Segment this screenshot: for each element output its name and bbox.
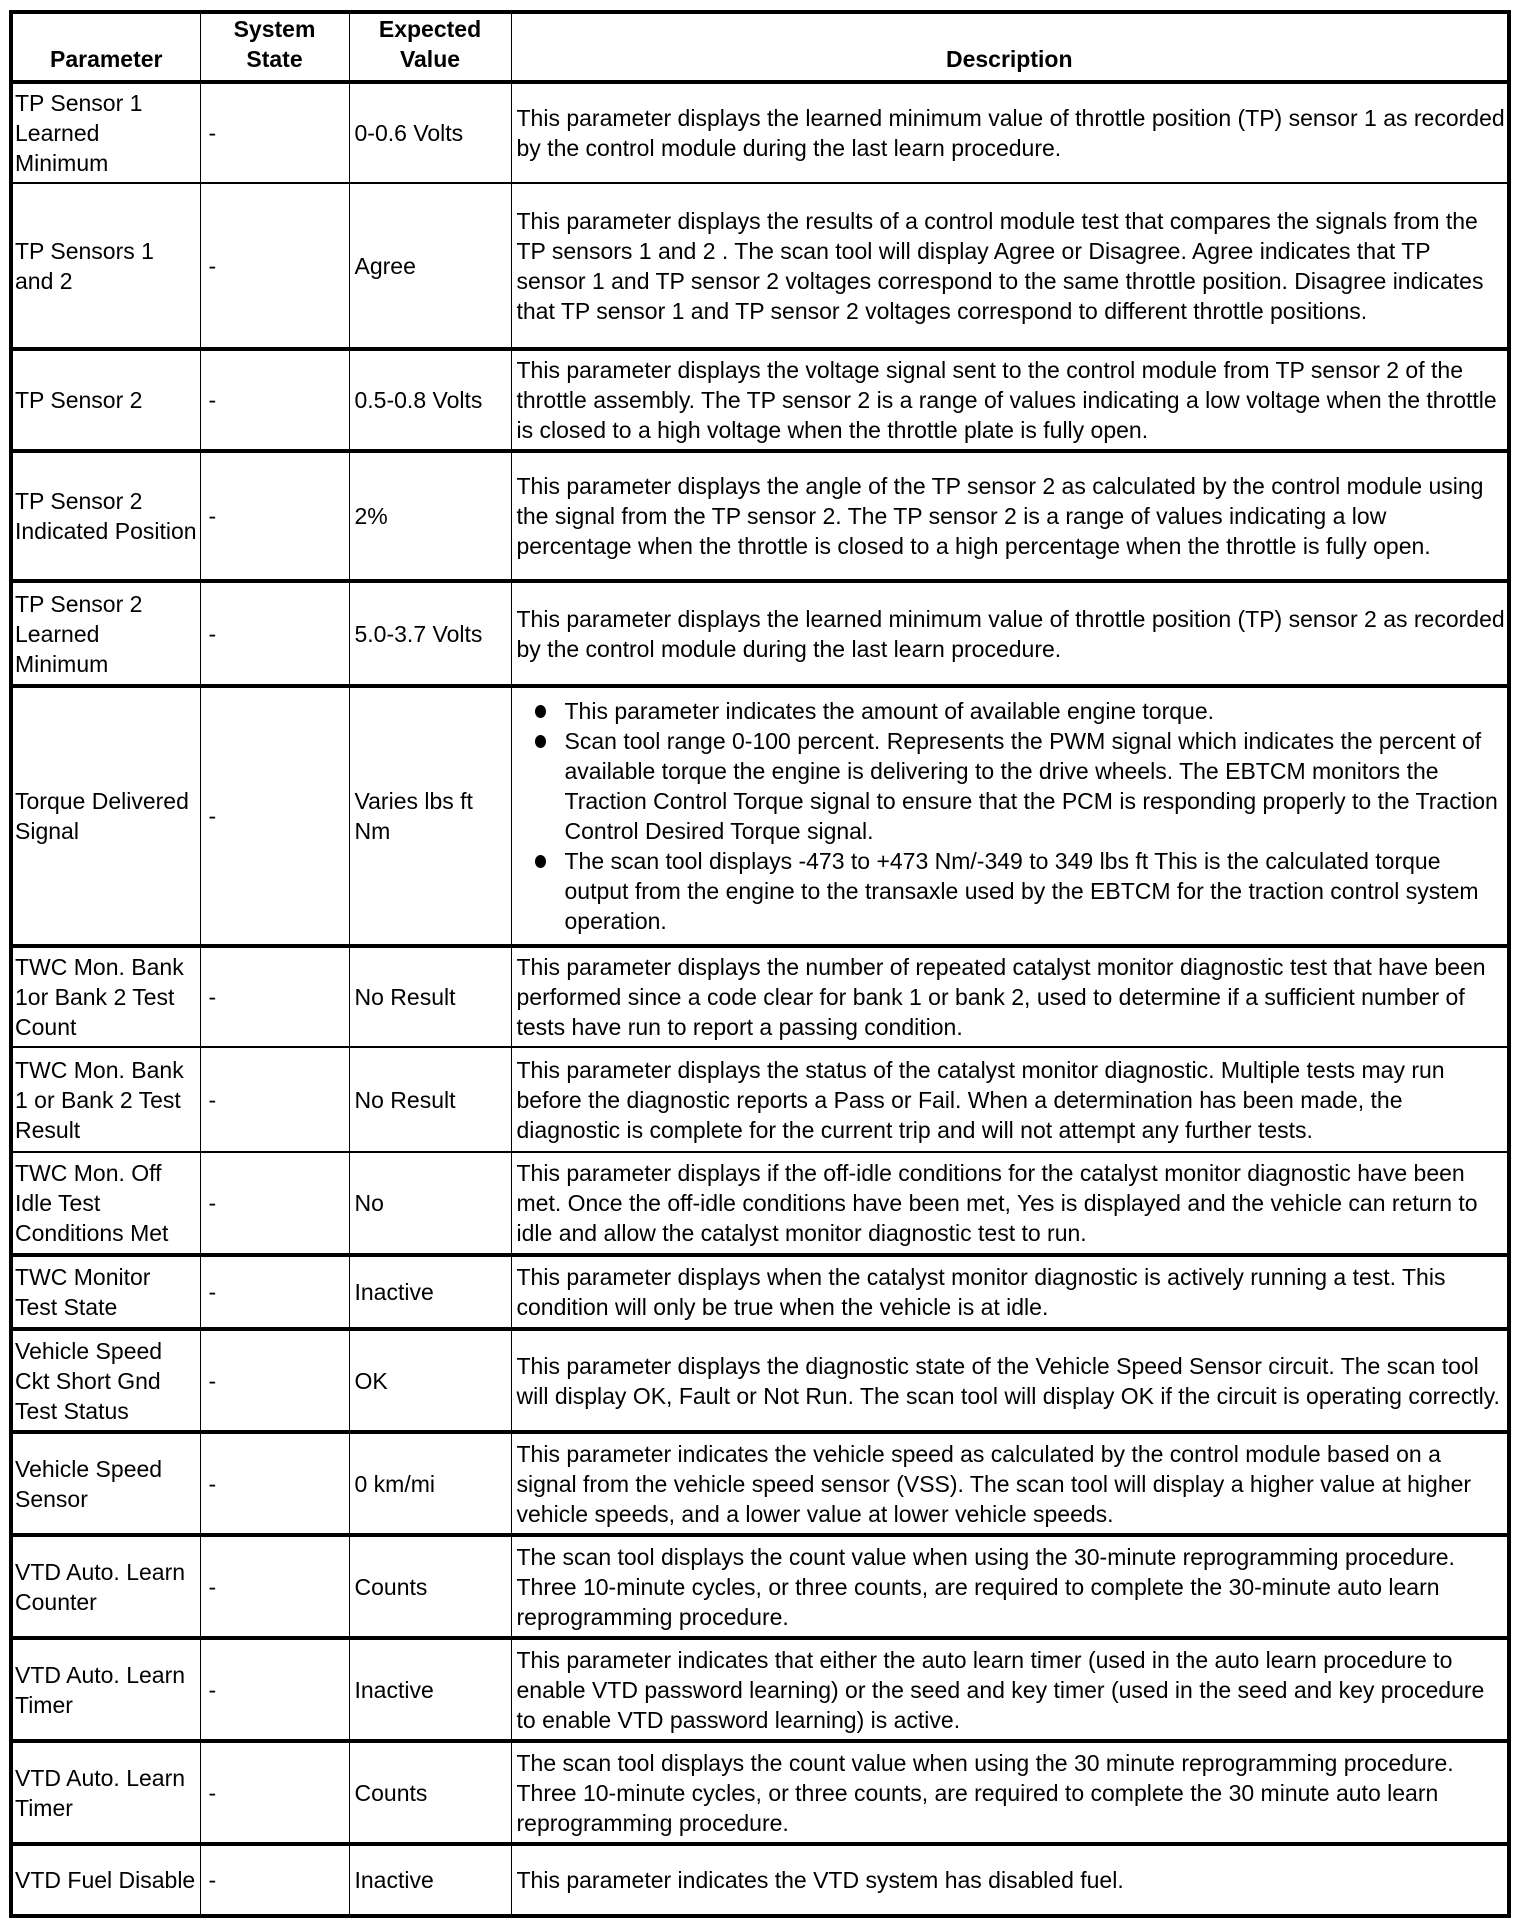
bullet-item xyxy=(517,696,1506,726)
parameter-cell: TP Sensor 2 Indicated Position xyxy=(11,451,200,581)
table-row xyxy=(11,1152,1509,1255)
table-row xyxy=(11,183,1509,349)
header-description: Description xyxy=(511,12,1509,82)
bullet-text: This parameter indicates the amount of available engine torque. xyxy=(564,698,1215,724)
parameter-cell: TP Sensors 1 and 2 xyxy=(11,183,200,349)
header-system-state: System State xyxy=(200,12,349,82)
parameter-cell: TWC Mon. Bank 1 or Bank 2 Test Result xyxy=(11,1047,200,1152)
bullet-text: Scan tool range 0-100 percent. Represents the PWM signal which indicates the percent of available torque the engine is delivering to the drive wheels. The EBTCM monitors the Traction Control Torque signal to ensure that the PCM is responding properly to the Traction Control Desired Torque signal. xyxy=(564,728,1498,844)
expected-value-cell: Inactive xyxy=(349,1638,511,1741)
parameter-table xyxy=(9,10,1511,1918)
parameter-cell: Vehicle Speed Sensor xyxy=(11,1432,200,1535)
header-parameter: Parameter xyxy=(11,12,200,82)
parameter-cell: Vehicle Speed Ckt Short Gnd Test Status xyxy=(11,1329,200,1432)
header-row xyxy=(11,12,1509,82)
parameter-cell: VTD Fuel Disable xyxy=(11,1844,200,1916)
bullet-text: The scan tool displays -473 to +473 Nm/-349 to 349 lbs ft This is the calculated torque output from the engine to the transaxle used by the EBTCM for the traction control system operation. xyxy=(564,848,1479,934)
description-cell: The scan tool displays the count value when using the 30-minute reprogramming procedure. Three 10-minute cycles, or three counts, are required to complete the 30-minute auto learn reprogramming procedure. xyxy=(511,1535,1509,1638)
system-state-cell: - xyxy=(200,1047,349,1152)
expected-value-cell: 0.5-0.8 Volts xyxy=(349,349,511,451)
description-cell: The scan tool displays the count value when using the 30 minute reprogramming procedure. Three 10-minute cycles, or three counts, are required to complete the 30 minute auto learn reprogramming procedure. xyxy=(511,1741,1509,1844)
bullet-icon xyxy=(535,735,546,748)
expected-value-cell: No Result xyxy=(349,1047,511,1152)
bullet-item xyxy=(517,846,1506,936)
table-row xyxy=(11,1638,1509,1741)
expected-value-cell: Varies lbs ft Nm xyxy=(349,686,511,946)
expected-value-cell: 2% xyxy=(349,451,511,581)
parameter-cell: VTD Auto. Learn Counter xyxy=(11,1535,200,1638)
table-row xyxy=(11,1047,1509,1152)
parameter-cell: TWC Mon. Off Idle Test Conditions Met xyxy=(11,1152,200,1255)
expected-value-cell: No xyxy=(349,1152,511,1255)
expected-value-cell: Inactive xyxy=(349,1255,511,1329)
description-cell: This parameter displays the results of a control module test that compares the signals from the TP sensors 1 and 2 . The scan tool will display Agree or Disagree. Agree indicates that TP sensor 1 and TP sensor 2 voltages correspond to the same throttle position. Disagree indicates that TP sensor 1 and TP sensor 2 voltages correspond to different throttle positions. xyxy=(511,183,1509,349)
parameter-cell: TP Sensor 2 xyxy=(11,349,200,451)
system-state-cell: - xyxy=(200,1255,349,1329)
table-row xyxy=(11,581,1509,686)
table-row xyxy=(11,349,1509,451)
system-state-cell: - xyxy=(200,1432,349,1535)
expected-value-cell: 5.0-3.7 Volts xyxy=(349,581,511,686)
description-cell: This parameter displays when the catalyst monitor diagnostic is actively running a test. This condition will only be true when the vehicle is at idle. xyxy=(511,1255,1509,1329)
description-cell: This parameter displays the voltage signal sent to the control module from TP sensor 2 of the throttle assembly. The TP sensor 2 is a range of values indicating a low voltage when the throttle is closed to a high voltage when the throttle plate is fully open. xyxy=(511,349,1509,451)
system-state-cell: - xyxy=(200,686,349,946)
table-row xyxy=(11,1844,1509,1916)
system-state-cell: - xyxy=(200,1152,349,1255)
description-cell: This parameter indicates that either the auto learn timer (used in the auto learn procedure to enable VTD password learning) or the seed and key timer (used in the seed and key procedure to enable VTD password learning) is active. xyxy=(511,1638,1509,1741)
table-row xyxy=(11,82,1509,183)
table-row xyxy=(11,946,1509,1047)
table-row xyxy=(11,1741,1509,1844)
bullet-list xyxy=(517,696,1506,936)
parameter-cell: TP Sensor 1 Learned Minimum xyxy=(11,82,200,183)
expected-value-cell: 0 km/mi xyxy=(349,1432,511,1535)
header-expected-value: Expected Value xyxy=(349,12,511,82)
description-cell: This parameter indicates the VTD system has disabled fuel. xyxy=(511,1844,1509,1916)
system-state-cell: - xyxy=(200,451,349,581)
expected-value-cell: No Result xyxy=(349,946,511,1047)
table-row xyxy=(11,1535,1509,1638)
parameter-cell: TWC Mon. Bank 1or Bank 2 Test Count xyxy=(11,946,200,1047)
bullet-item xyxy=(517,726,1506,846)
description-cell: This parameter displays the learned minimum value of throttle position (TP) sensor 1 as recorded by the control module during the last learn procedure. xyxy=(511,82,1509,183)
table-row xyxy=(11,1432,1509,1535)
description-cell: This parameter displays the number of repeated catalyst monitor diagnostic test that have been performed since a code clear for bank 1 or bank 2, used to determine if a sufficient number of tests have run to report a passing condition. xyxy=(511,946,1509,1047)
description-cell: This parameter displays the angle of the TP sensor 2 as calculated by the control module using the signal from the TP sensor 2. The TP sensor 2 is a range of values indicating a low percentage when the throttle is closed to a high percentage when the throttle is fully open. xyxy=(511,451,1509,581)
description-cell: This parameter displays the status of the catalyst monitor diagnostic. Multiple tests may run before the diagnostic reports a Pass or Fail. When a determination has been made, the diagnostic is complete for the current trip and will not attempt any further tests. xyxy=(511,1047,1509,1152)
table-row xyxy=(11,686,1509,946)
system-state-cell: - xyxy=(200,349,349,451)
system-state-cell: - xyxy=(200,946,349,1047)
description-cell: This parameter displays the diagnostic state of the Vehicle Speed Sensor circuit. The scan tool will display OK, Fault or Not Run. The scan tool will display OK if the circuit is operating correctly. xyxy=(511,1329,1509,1432)
system-state-cell: - xyxy=(200,183,349,349)
table-row xyxy=(11,1329,1509,1432)
bullet-icon xyxy=(535,705,546,718)
system-state-cell: - xyxy=(200,581,349,686)
expected-value-cell: Inactive xyxy=(349,1844,511,1916)
system-state-cell: - xyxy=(200,1638,349,1741)
parameter-cell: TP Sensor 2 Learned Minimum xyxy=(11,581,200,686)
description-cell: This parameter displays if the off-idle conditions for the catalyst monitor diagnostic have been met. Once the off-idle conditions have been met, Yes is displayed and the vehicle can return to idle and allow the catalyst monitor diagnostic test to run. xyxy=(511,1152,1509,1255)
system-state-cell: - xyxy=(200,82,349,183)
description-cell: This parameter displays the learned minimum value of throttle position (TP) sensor 2 as recorded by the control module during the last learn procedure. xyxy=(511,581,1509,686)
parameter-cell: VTD Auto. Learn Timer xyxy=(11,1638,200,1741)
description-cell xyxy=(511,686,1509,946)
table-row xyxy=(11,451,1509,581)
parameter-cell: Torque Delivered Signal xyxy=(11,686,200,946)
parameter-cell: VTD Auto. Learn Timer xyxy=(11,1741,200,1844)
expected-value-cell: OK xyxy=(349,1329,511,1432)
system-state-cell: - xyxy=(200,1329,349,1432)
system-state-cell: - xyxy=(200,1844,349,1916)
expected-value-cell: Counts xyxy=(349,1741,511,1844)
table-row xyxy=(11,1255,1509,1329)
system-state-cell: - xyxy=(200,1535,349,1638)
bullet-icon xyxy=(535,855,546,868)
expected-value-cell: Agree xyxy=(349,183,511,349)
expected-value-cell: Counts xyxy=(349,1535,511,1638)
description-cell: This parameter indicates the vehicle speed as calculated by the control module based on a signal from the vehicle speed sensor (VSS). The scan tool will display a higher value at higher vehicle speeds, and a lower value at lower vehicle speeds. xyxy=(511,1432,1509,1535)
parameter-cell: TWC Monitor Test State xyxy=(11,1255,200,1329)
system-state-cell: - xyxy=(200,1741,349,1844)
expected-value-cell: 0-0.6 Volts xyxy=(349,82,511,183)
